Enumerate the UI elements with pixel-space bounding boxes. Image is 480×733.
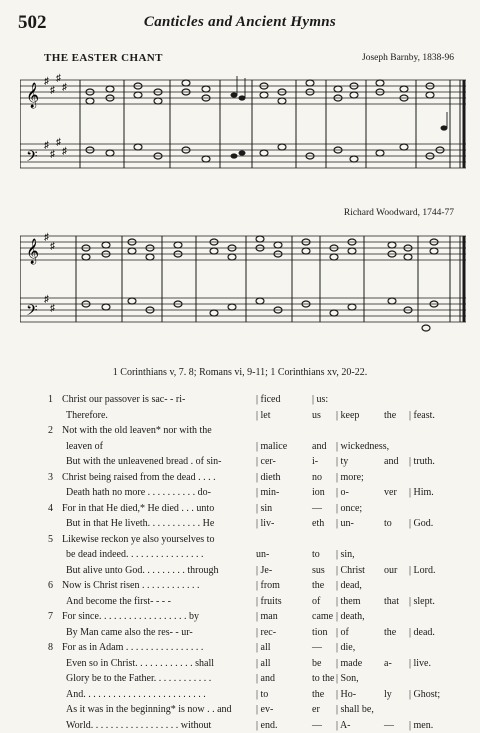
pointing-col-1: | and [256,671,275,687]
svg-text:♯: ♯ [62,82,67,93]
pointing-col-5: | Ghost; [409,687,440,703]
psalm-line [30,485,470,501]
verse-number: 4 [48,501,53,517]
svg-text:♯: ♯ [50,241,55,252]
pointing-col-3: | wickedness, [336,439,389,455]
page-number: 502 [18,12,47,34]
pointing-col-1: | let [256,408,271,424]
pointing-col-4: ly [384,687,392,703]
psalm-line [30,501,470,517]
noteheads [82,236,438,331]
pointing-col-2: of [312,594,320,610]
line-text: Therefore. [66,408,108,424]
running-title: Canticles and Ancient Hymns [0,14,480,31]
pointing-col-3: | keep [336,408,359,424]
line-text: For as in Adam . . . . . . . . . . . . . . . . [62,640,203,656]
psalm-line [30,439,470,455]
pointing-col-3: | made [336,656,362,672]
svg-text:♯: ♯ [56,137,61,148]
line-text: Not with the old leaven* nor with the [62,423,212,439]
filled-notes [231,92,448,158]
pointing-col-1: | end. [256,718,277,733]
pointing-col-3: | ty [336,454,348,470]
pointing-col-2: be [312,656,321,672]
pointing-col-4: the [384,408,396,424]
pointing-col-2: | us: [312,392,328,408]
pointing-col-2: — [312,640,322,656]
pointing-col-2: tion [312,625,328,641]
bass-clef-icon: 𝄢 [26,148,38,168]
pointing-col-3: | shall be, [336,702,374,718]
line-text: But with the unleavened bread . of sin- [66,454,222,470]
pointing-col-1: | ficed [256,392,281,408]
psalm-line [30,408,470,424]
psalm-line [30,423,470,439]
pointing-col-3: | Son, [336,671,359,687]
chant-title: THE EASTER CHANT [44,52,163,64]
pointing-col-5: | live. [409,656,431,672]
psalm-line [30,578,470,594]
pointing-col-3: | o- [336,485,349,501]
line-text: leaven of [66,439,103,455]
barlines [80,80,464,168]
pointing-col-3: | them [336,594,361,610]
pointing-col-5: | God. [409,516,433,532]
verse-number: 5 [48,532,53,548]
pointing-col-2: er [312,702,320,718]
pointing-col-2: i- [312,454,318,470]
pointing-col-1: | sin [256,501,272,517]
verse-number: 6 [48,578,53,594]
pointing-col-5: | Lord. [409,563,435,579]
pointing-col-1: | man [256,609,278,625]
pointing-col-3: | death, [336,609,365,625]
pointing-col-1: | min- [256,485,279,501]
key-signature [44,232,55,314]
pointing-col-4: our [384,563,397,579]
line-text: Death hath no more . . . . . . . . . . do- [66,485,211,501]
pointing-col-3: | un- [336,516,354,532]
psalm-line [30,532,470,548]
treble-clef-icon: 𝄞 [26,238,39,264]
line-text: But alive unto God. . . . . . . . . through [66,563,219,579]
pointing-col-1: | ev- [256,702,273,718]
pointing-col-2: eth [312,516,324,532]
pointing-col-1: | to [256,687,268,703]
pointing-col-3: | die, [336,640,355,656]
psalm-line [30,640,470,656]
line-text: As it was in the beginning* is now . . and [66,702,232,718]
verse-number: 2 [48,423,53,439]
line-text: And. . . . . . . . . . . . . . . . . . . . . . . . . [66,687,206,703]
pointing-col-1: | Je- [256,563,272,579]
pointing-col-5: | men. [409,718,433,733]
pointing-col-4: — [384,718,394,733]
svg-text:♯: ♯ [62,146,67,157]
psalm-line [30,563,470,579]
svg-text:♯: ♯ [44,140,49,151]
psalm-line [30,547,470,563]
psalm-line [30,625,470,641]
psalm-line [30,671,470,687]
svg-text:♯: ♯ [44,232,49,243]
pointing-col-3: | Christ [336,563,365,579]
composer-credit-1: Joseph Barnby, 1838-96 [362,53,454,63]
treble-staff [20,236,466,260]
svg-text:♯: ♯ [50,85,55,96]
psalm-line [30,516,470,532]
svg-text:♯: ♯ [44,294,49,305]
bass-clef-icon: 𝄢 [26,302,38,322]
pointing-col-5: | truth. [409,454,435,470]
pointing-col-5: | Him. [409,485,434,501]
line-text: And become the first- - - - [66,594,171,610]
pointing-col-3: | Ho- [336,687,356,703]
line-text: By Man came also the res- - ur- [66,625,193,641]
pointing-col-1: | all [256,656,271,672]
pointing-col-4: and [384,454,398,470]
music-system-2 [20,224,466,344]
pointing-col-1: | liv- [256,516,274,532]
psalm-line [30,702,470,718]
pointing-col-2: the [312,687,324,703]
pointing-col-1: | all [256,640,271,656]
line-text: be dead indeed. . . . . . . . . . . . . . . . [66,547,203,563]
line-text: For in that He died,* He died . . . unto [62,501,214,517]
verse-number: 1 [48,392,53,408]
pointing-col-2: — [312,718,322,733]
pointing-col-2: — [312,501,322,517]
scripture-reference: 1 Corinthians v, 7. 8; Romans vi, 9-11; 1 Corinthians xv, 20-22. [0,367,480,378]
pointing-col-4: to [384,516,392,532]
verse-number: 8 [48,640,53,656]
psalm-line [30,470,470,486]
line-text: Even so in Christ. . . . . . . . . . . . shall [66,656,214,672]
pointing-col-4: that [384,594,399,610]
pointing-col-2: to [312,547,320,563]
pointing-col-3: | sin, [336,547,355,563]
pointing-col-3: | once; [336,501,362,517]
line-text: World. . . . . . . . . . . . . . . . . . without [66,718,211,733]
pointing-col-5: | feast. [409,408,435,424]
music-system-1 [20,68,466,184]
pointing-col-1: | rec- [256,625,276,641]
psalm-line [30,609,470,625]
svg-text:♯: ♯ [50,303,55,314]
treble-clef-icon: 𝄞 [26,82,39,108]
pointing-col-3: | A- [336,718,351,733]
psalm-line [30,454,470,470]
pointing-col-1: | from [256,578,280,594]
pointing-col-2: ion [312,485,325,501]
pointing-col-3: | of [336,625,349,641]
pointing-col-1: | malice [256,439,287,455]
psalm-line [30,718,470,733]
line-text: Glory be to the Father. . . . . . . . . . . . [66,671,211,687]
pointing-col-1: | fruits [256,594,282,610]
pointing-col-2: sus [312,563,325,579]
psalm-text [30,392,470,733]
pointing-col-5: | slept. [409,594,435,610]
pointing-col-4: ver [384,485,397,501]
line-text: But in that He liveth. . . . . . . . . . . He [66,516,214,532]
pointing-col-4: the [384,625,396,641]
psalm-line [30,656,470,672]
verse-number: 3 [48,470,53,486]
composer-credit-2: Richard Woodward, 1744-77 [344,208,454,218]
line-text: Christ our passover is sac- - ri- [62,392,185,408]
psalm-line [30,687,470,703]
svg-text:♯: ♯ [50,149,55,160]
line-text: Likewise reckon ye also yourselves to [62,532,214,548]
pointing-col-3: | more; [336,470,364,486]
pointing-col-2: the [312,578,324,594]
verse-number: 7 [48,609,53,625]
pointing-col-2: no [312,470,322,486]
pointing-col-1: un- [256,547,269,563]
pointing-col-2: came [312,609,333,625]
svg-text:♯: ♯ [56,73,61,84]
pointing-col-1: | dieth [256,470,281,486]
pointing-col-2: us [312,408,321,424]
svg-text:♯: ♯ [44,76,49,87]
pointing-col-5: | dead. [409,625,435,641]
pointing-col-1: | cer- [256,454,276,470]
psalm-line [30,392,470,408]
pointing-col-4: a- [384,656,392,672]
line-text: For since. . . . . . . . . . . . . . . . . . by [62,609,199,625]
line-text: Now is Christ risen . . . . . . . . . . . . [62,578,200,594]
pointing-col-2: to the [312,671,335,687]
line-text: Christ being raised from the dead . . . . [62,470,216,486]
psalm-line [30,594,470,610]
pointing-col-3: | dead, [336,578,362,594]
pointing-col-2: and [312,439,326,455]
